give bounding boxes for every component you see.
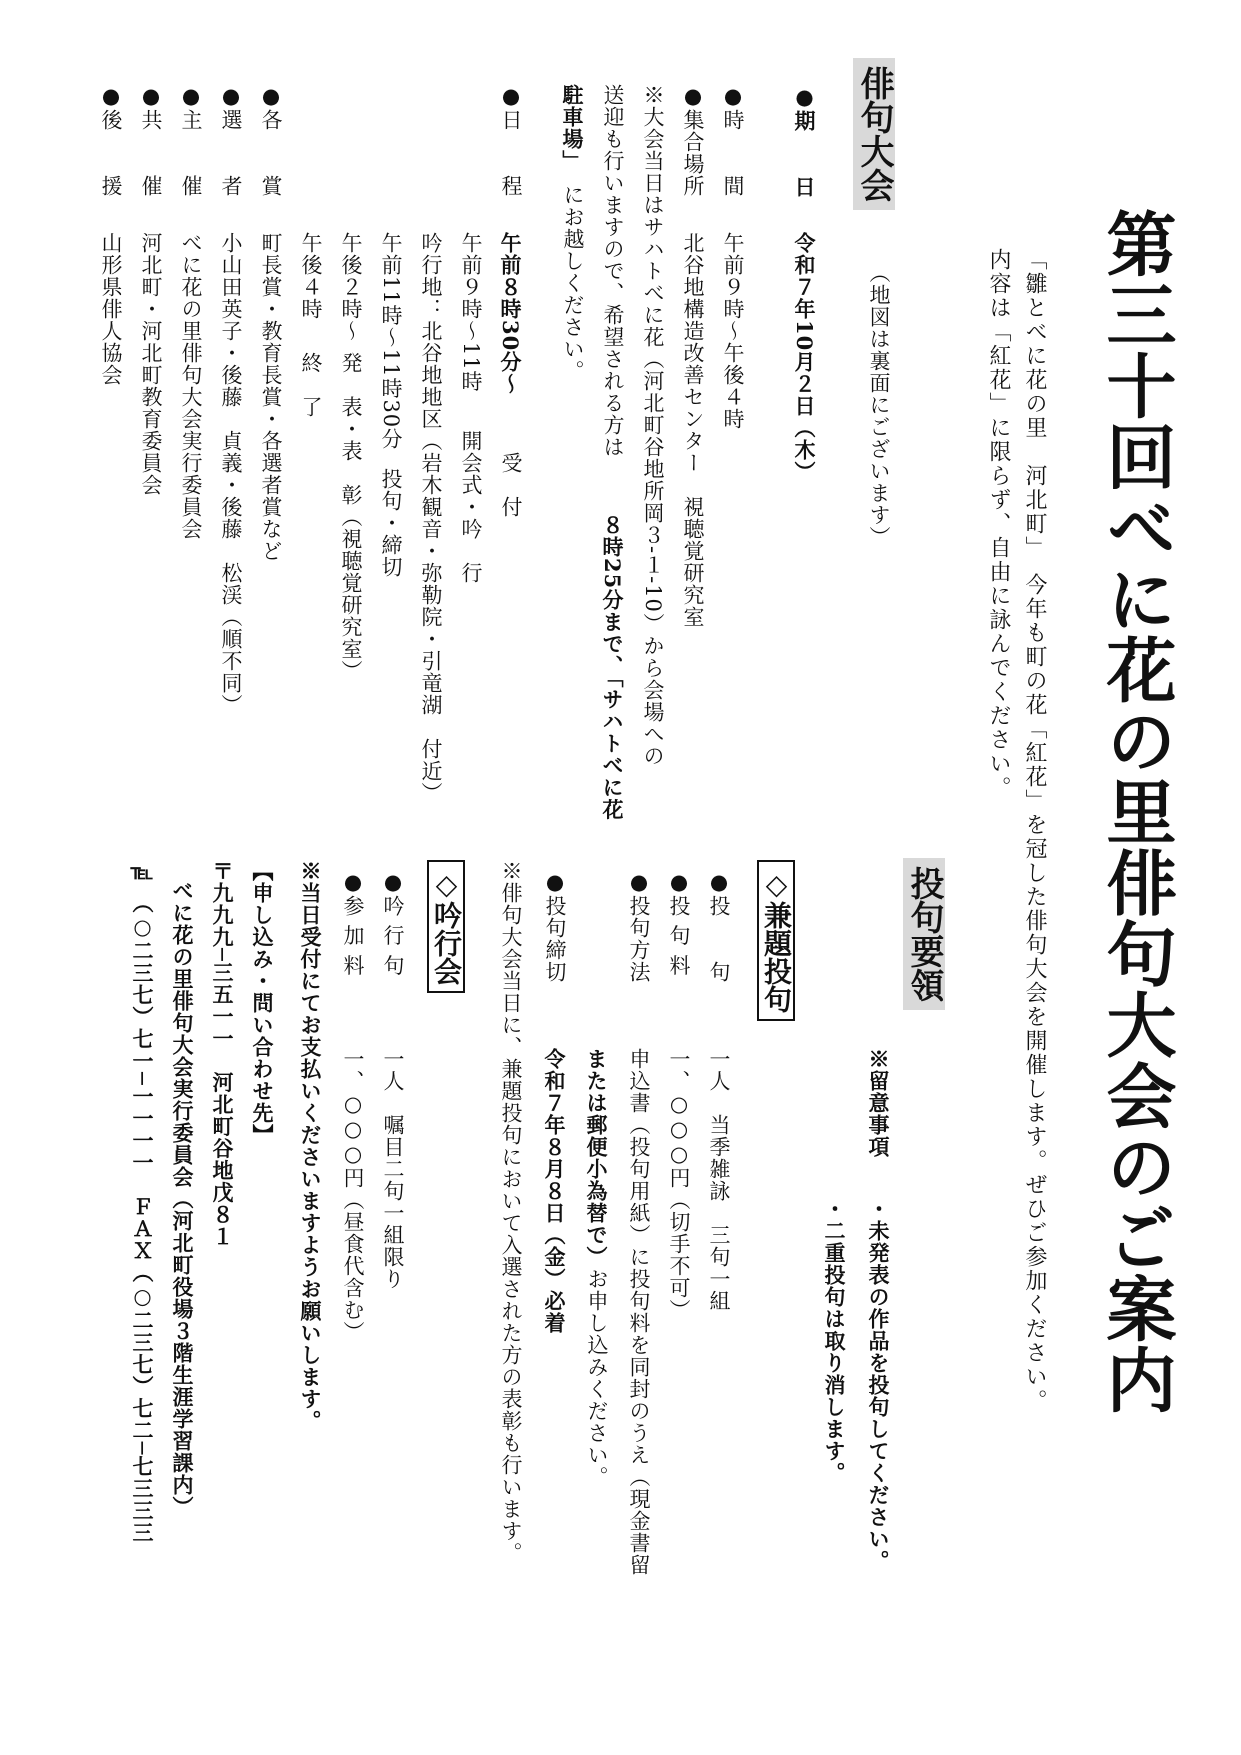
note-2: ・二重投句は取り消します。	[822, 1198, 847, 1484]
note-1: ・未発表の作品を投句してください。	[866, 1198, 891, 1572]
kendai-row-value-bold: または郵便小為替で）	[584, 1048, 609, 1268]
kendai-deadline: 令和７年８月８日（金）必着	[542, 1048, 567, 1334]
notes-label: ※留意事項	[866, 1048, 891, 1158]
place-label: ●集合場所	[681, 84, 705, 197]
kendai-row-label: ●投句締切	[543, 870, 567, 983]
ginko-heading: ◇吟行会	[427, 860, 465, 993]
schedule-item: （岩木観音・弥勒院・引竜湖 付近）	[419, 430, 443, 804]
ginko-note: ※当日受付にてお支払いくださいますようお願いします。	[298, 860, 323, 1432]
ginko-row-value: 一人 嘱目二句一組限り	[381, 1048, 405, 1290]
contact-tel: （○二三七）七一─一一一一 ＦＡＸ（○二三七）七二─七三三三	[130, 892, 155, 1544]
info-label: ●共 催	[139, 84, 163, 197]
shuttle-note-line: 送迎も行いますので、希望される方は	[601, 84, 625, 458]
schedule-time: 午前９時〜11時	[459, 232, 483, 393]
kendai-row-value: 一人 当季雑詠 三句一組	[707, 1048, 731, 1312]
shuttle-note-line: にお越しください。	[561, 184, 585, 382]
info-label: ●主 催	[179, 84, 203, 197]
map-note: （地図は裏面にございます）	[867, 262, 891, 548]
info-label: ●後 援	[99, 84, 123, 197]
info-label: ●各 賞	[259, 84, 283, 197]
schedule-time: 午後２時〜	[339, 232, 363, 342]
shuttle-note-bold: 駐車場」	[560, 84, 585, 172]
date-value: 令和７年10月２日（木）	[792, 232, 817, 484]
kendai-row-label: ●投 句 料	[667, 870, 691, 977]
intro-line-1: 「雛とべに花の里 河北町」 今年も町の花「紅花」を冠した俳句大会を開催します。ぜひご参加ください。	[1022, 248, 1047, 1413]
kendai-note: ※俳句大会当日に、兼題投句において入選された方の表彰も行います。	[499, 860, 523, 1564]
contact-address: 〒九九九─三五一一 河北町谷地戊８１	[210, 860, 235, 1248]
schedule-time: 午前８時30分〜	[498, 232, 523, 396]
contact-heading: 【申し込み・問い合わせ先】	[250, 860, 275, 1146]
kendai-row-value: 一、○○○円（切手不可）	[667, 1048, 691, 1321]
ginko-row-value: 一、○○○円（昼食代含む）	[341, 1048, 365, 1343]
time-label: ●時 間	[721, 84, 745, 197]
schedule-item: 開会式・吟 行	[459, 430, 483, 584]
contact-org: べに花の里俳句大会実行委員会（河北町役場３階生涯学習課内）	[170, 880, 195, 1518]
info-value: 小山田英子・後藤 貞義・後藤 松渓（順不同）	[219, 232, 243, 716]
shuttle-note-line: ※大会当日はサハトべに花（河北町谷地所岡３-１-10）から会場への	[641, 84, 665, 767]
kendai-row-label: ●投 句	[707, 870, 731, 983]
kendai-row-label: ●投句方法	[627, 870, 651, 983]
date-label: ●期 日	[792, 84, 817, 198]
schedule-label: ●日 程	[499, 84, 523, 197]
place-value: 北谷地構造改善センター 視聴覚研究室	[681, 232, 705, 628]
schedule-item: 発 表・表 彰（視聴覚研究室）	[339, 352, 363, 682]
ginko-row-label: ●参 加 料	[341, 870, 365, 977]
ginko-row-label: ●吟 行 句	[381, 870, 405, 977]
event-heading: 俳句大会	[853, 58, 895, 210]
info-value: べに花の里俳句大会実行委員会	[179, 232, 203, 540]
shuttle-note-bold: ８時25分まで、「サハトべに花	[600, 514, 625, 821]
schedule-item: 投句・締切	[379, 468, 403, 578]
schedule-item: 受 付	[499, 452, 523, 518]
schedule-time: 午前11時〜11時30分	[379, 232, 403, 451]
contact-tel-label: ℡	[130, 860, 155, 885]
info-label: ●選 者	[219, 84, 243, 197]
info-value: 山形県俳人協会	[99, 232, 123, 386]
schedule-time: 午後４時	[299, 232, 323, 320]
time-value: 午前９時〜午後４時	[721, 232, 745, 430]
kendai-row-value: 申込書（投句用紙）に投句料を同封のうえ（現金書留	[627, 1048, 651, 1576]
kendai-row-value: お申し込みください。	[585, 1268, 609, 1488]
intro-line-2: 内容は「紅花」に限らず、自由に詠んでください。	[986, 248, 1011, 800]
submission-heading: 投句要領	[903, 858, 945, 1010]
page-title: 第三十回べに花の里俳句大会のご案内	[1095, 208, 1178, 1415]
schedule-time: 吟行地：北谷地地区	[419, 232, 443, 430]
info-value: 河北町・河北町教育委員会	[139, 232, 163, 496]
kendai-heading: ◇兼題投句	[757, 860, 795, 1021]
schedule-item: 終 了	[299, 352, 323, 418]
info-value: 町長賞・教育長賞・各選者賞など	[259, 232, 283, 562]
